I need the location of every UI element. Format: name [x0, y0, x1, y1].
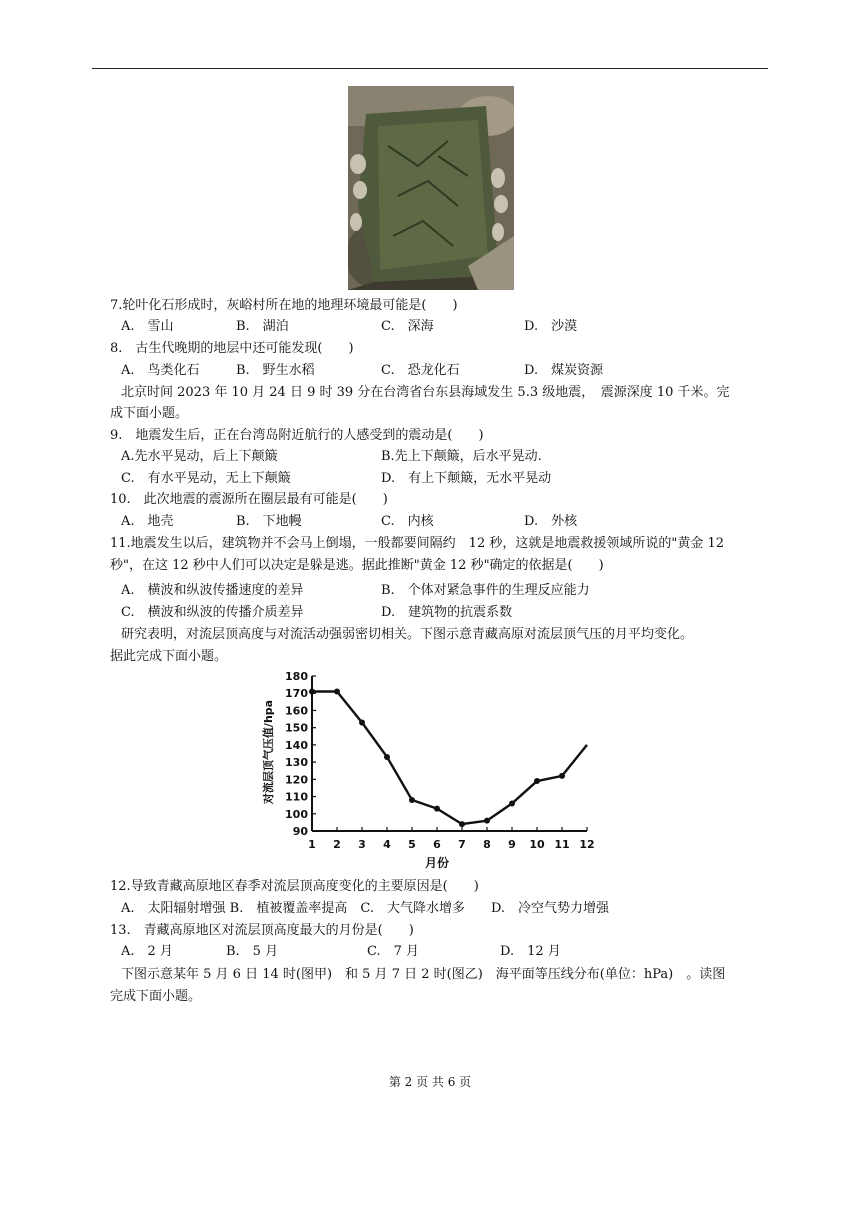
q11-option-a: A. 横波和纵波传播速度的差异	[121, 583, 304, 598]
question-12-stem: 12.导致青藏高原地区春季对流层顶高度变化的主要原因是( )	[110, 879, 479, 894]
chart-series-line	[312, 692, 587, 825]
q10-option-d: D. 外核	[524, 514, 578, 529]
chart-y-tick-label: 140	[285, 738, 308, 752]
q11-option-c: C. 横波和纵波的传播介质差异	[121, 605, 304, 620]
chart-svg	[262, 662, 602, 874]
q11-option-d: D. 建筑物的抗震系数	[381, 605, 513, 620]
chart-x-tick-label: 12	[579, 838, 595, 851]
tropopause-intro-line1: 研究表明，对流层顶高度与对流活动强弱密切相关。下图示意青藏高原对流层顶气压的月平均变化。	[121, 627, 694, 642]
chart-y-tick-label: 120	[285, 773, 308, 787]
q8-option-d: D. 煤炭资源	[524, 363, 604, 378]
chart-y-tick-label: 160	[285, 704, 308, 718]
chart-data-point	[559, 773, 565, 779]
chart-y-tick-label: 90	[292, 825, 308, 838]
chart-x-tick-label: 11	[554, 838, 570, 851]
chart-data-point	[434, 806, 440, 812]
q7-option-a: A. 雪山	[121, 319, 174, 334]
question-11-line1: 11.地震发生以后，建筑物并不会马上倒塌，一般都要间隔约 12 秒，这就是地震救援领域所说的"黄金 12	[110, 536, 725, 551]
q9-option-b: B.先上下颠簸，后水平晃动.	[381, 449, 542, 464]
tropopause-intro-line2: 据此完成下面小题。	[110, 649, 228, 664]
chart-y-tick-label: 100	[285, 807, 308, 821]
question-10-stem: 10. 此次地震的震源所在圈层最有可能是( )	[110, 492, 388, 507]
chart-x-tick-label: 9	[508, 838, 516, 851]
q10-option-b: B. 下地幔	[236, 514, 302, 529]
question-13-stem: 13. 青藏高原地区对流层顶高度最大的月份是( )	[110, 923, 414, 938]
q10-option-a: A. 地壳	[121, 514, 174, 529]
earthquake-intro-line2: 成下面小题。	[110, 406, 189, 421]
chart-data-point	[459, 821, 465, 827]
fossil-photo	[348, 86, 514, 290]
chart-x-tick-label: 2	[333, 838, 341, 851]
q8-option-c: C. 恐龙化石	[381, 363, 460, 378]
chart-data-point	[334, 689, 340, 695]
q13-option-b: B. 5 月	[226, 944, 279, 959]
chart-data-point	[359, 720, 365, 726]
question-8-stem: 8. 古生代晚期的地层中还可能发现( )	[110, 341, 354, 356]
q13-option-d: D. 12 月	[500, 944, 561, 959]
isobar-intro-line2: 完成下面小题。	[110, 989, 202, 1004]
chart-data-point	[534, 778, 540, 784]
earthquake-intro-line1: 北京时间 2023 年 10 月 24 日 9 时 39 分在台湾省台东县海域发生 5.3 级地震， 震源深度 10 千米。完	[121, 385, 730, 400]
q8-option-b: B. 野生水稻	[236, 363, 315, 378]
q7-option-c: C. 深海	[381, 319, 434, 334]
chart-xlabel: 月份	[424, 856, 450, 870]
q9-option-a: A.先水平晃动，后上下颠簸	[121, 449, 278, 464]
chart-y-tick-label: 170	[285, 687, 308, 701]
q9-option-d: D. 有上下颠簸，无水平晃动	[381, 471, 552, 486]
chart-data-point	[409, 797, 415, 803]
chart-x-tick-label: 1	[308, 838, 316, 851]
q10-option-c: C. 内核	[381, 514, 434, 529]
chart-y-tick-label: 110	[285, 790, 308, 804]
q11-option-b: B. 个体对紧急事件的生理反应能力	[381, 583, 590, 598]
chart-x-tick-label: 6	[433, 838, 441, 851]
chart-x-tick-label: 7	[458, 838, 466, 851]
isobar-intro-line1: 下图示意某年 5 月 6 日 14 时(图甲) 和 5 月 7 日 2 时(图乙) 海平面等压线分布(单位：hPa) 。读图	[121, 967, 726, 982]
chart-x-tick-label: 10	[529, 838, 545, 851]
chart-data-point	[484, 818, 490, 824]
page-footer: 第 2 页 共 6 页	[388, 1075, 472, 1089]
chart-y-tick-label: 130	[285, 756, 308, 770]
q7-option-d: D. 沙漠	[524, 319, 578, 334]
chart-x-tick-label: 4	[383, 838, 391, 851]
chart-y-tick-label: 150	[285, 721, 308, 735]
q9-option-c: C. 有水平晃动，无上下颠簸	[121, 471, 291, 486]
chart-data-point	[384, 754, 390, 760]
chart-x-tick-label: 5	[408, 838, 416, 851]
q13-option-c: C. 7 月	[367, 944, 420, 959]
chart-y-tick-label: 180	[285, 670, 308, 683]
q8-option-a: A. 鸟类化石	[121, 363, 200, 378]
question-11-line2: 秒"，在这 12 秒中人们可以决定是躲是逃。据此推断"黄金 12 秒"确定的依据是( )	[110, 558, 604, 573]
q13-option-a: A. 2 月	[121, 944, 173, 959]
tropopause-pressure-chart	[262, 662, 602, 874]
chart-ylabel: 对流层顶气压值/hpa	[262, 699, 275, 805]
chart-data-point	[309, 689, 315, 695]
header-rule	[92, 68, 768, 69]
chart-data-point	[509, 800, 515, 806]
question-9-stem: 9. 地震发生后，正在台湾岛附近航行的人感受到的震动是( )	[110, 428, 484, 443]
q7-option-b: B. 湖泊	[236, 319, 289, 334]
question-7-stem: 7.轮叶化石形成时，灰峪村所在地的地理环境最可能是( )	[110, 298, 458, 313]
q12-options: A. 太阳辐射增强 B. 植被覆盖率提高 C. 大气降水增多 D. 冷空气势力增强	[121, 901, 610, 916]
chart-x-tick-label: 8	[483, 838, 491, 851]
chart-x-tick-label: 3	[358, 838, 366, 851]
